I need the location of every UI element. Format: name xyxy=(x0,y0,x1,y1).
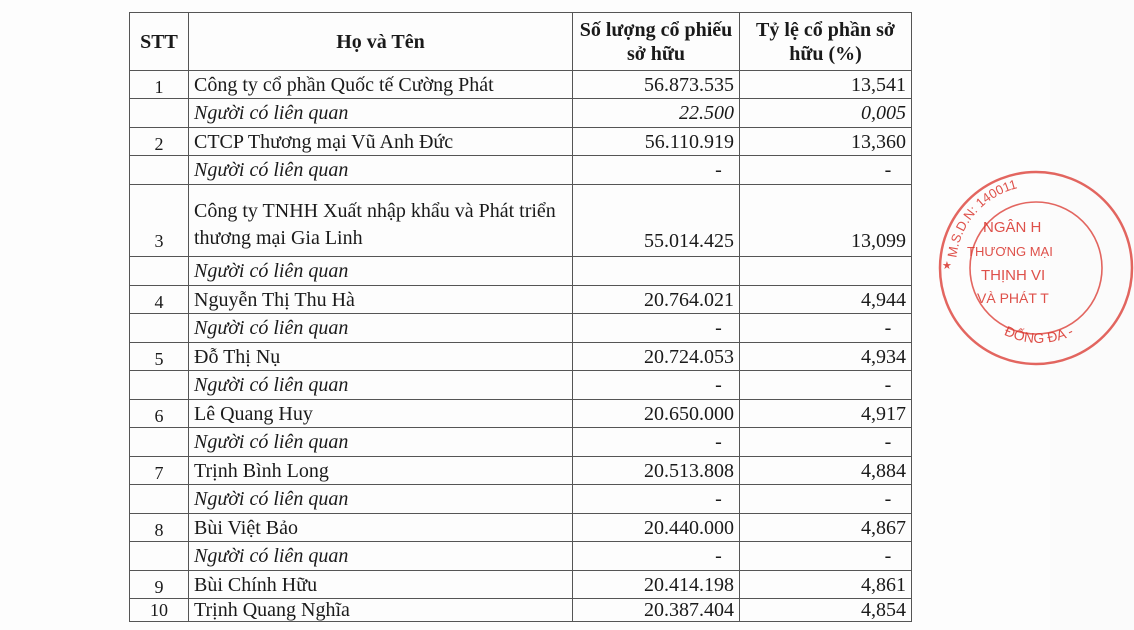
cell-stt xyxy=(130,99,189,128)
cell-ratio: 4,861 xyxy=(740,571,912,599)
header-shares: Số lượng cổ phiếu sở hữu xyxy=(573,13,740,71)
cell-stt: 5 xyxy=(130,343,189,371)
cell-shares: - xyxy=(573,156,740,185)
cell-shares: - xyxy=(573,314,740,343)
cell-shares: 20.440.000 xyxy=(573,514,740,542)
cell-shares: - xyxy=(573,371,740,400)
cell-ratio: - xyxy=(740,542,912,571)
table-row-related xyxy=(130,428,912,457)
cell-name: Người có liên quan xyxy=(189,156,573,185)
cell-ratio: 0,005 xyxy=(740,99,912,128)
cell-stt: 3 xyxy=(130,185,189,257)
table-row-related xyxy=(130,314,912,343)
cell-name: Trịnh Quang Nghĩa xyxy=(189,599,573,622)
cell-ratio: 4,867 xyxy=(740,514,912,542)
seal-line-2: THƯƠNG MẠI xyxy=(967,244,1053,259)
table-row xyxy=(130,514,912,542)
seal-line-4: VÀ PHÁT T xyxy=(977,290,1049,306)
cell-name: Bùi Việt Bảo xyxy=(189,514,573,542)
table-row xyxy=(130,71,912,99)
seal-ring-textpath: M.S.D.N: 140011 xyxy=(944,176,1019,259)
cell-stt: 1 xyxy=(130,71,189,99)
cell-ratio: 4,917 xyxy=(740,400,912,428)
cell-name: Người có liên quan xyxy=(189,428,573,457)
cell-ratio: 4,884 xyxy=(740,457,912,485)
cell-ratio: 13,360 xyxy=(740,128,912,156)
company-seal-clip xyxy=(930,160,1076,370)
cell-ratio: 13,099 xyxy=(740,185,912,257)
cell-name: Người có liên quan xyxy=(189,371,573,400)
cell-shares: - xyxy=(573,485,740,514)
cell-ratio: - xyxy=(740,485,912,514)
seal-bottom-textpath: ĐỐNG ĐA - xyxy=(1002,322,1076,346)
shareholder-table xyxy=(129,12,912,622)
cell-shares: - xyxy=(573,542,740,571)
header-name: Họ và Tên xyxy=(189,13,573,71)
cell-stt: 4 xyxy=(130,286,189,314)
cell-name: Người có liên quan xyxy=(189,99,573,128)
table-row-related xyxy=(130,257,912,286)
seal-star-icon: ★ xyxy=(942,260,952,272)
cell-shares: 56.873.535 xyxy=(573,71,740,99)
cell-ratio: - xyxy=(740,156,912,185)
cell-name: Công ty TNHH Xuất nhập khẩu và Phát triển thương mại Gia Linh xyxy=(189,185,573,257)
table-row-related xyxy=(130,485,912,514)
cell-stt: 2 xyxy=(130,128,189,156)
cell-stt: 10 xyxy=(130,599,189,622)
cell-ratio: 4,944 xyxy=(740,286,912,314)
cell-name: Người có liên quan xyxy=(189,542,573,571)
cell-shares: 20.724.053 xyxy=(573,343,740,371)
cell-stt xyxy=(130,371,189,400)
cell-stt xyxy=(130,542,189,571)
cell-shares: 20.513.808 xyxy=(573,457,740,485)
cell-shares: 22.500 xyxy=(573,99,740,128)
table-row-related xyxy=(130,99,912,128)
cell-ratio: - xyxy=(740,428,912,457)
cell-name: Người có liên quan xyxy=(189,314,573,343)
cell-shares: 56.110.919 xyxy=(573,128,740,156)
table-row xyxy=(130,571,912,599)
seal-bottom-text xyxy=(1002,323,1075,346)
cell-ratio: 13,541 xyxy=(740,71,912,99)
table-row xyxy=(130,599,912,622)
cell-name: CTCP Thương mại Vũ Anh Đức xyxy=(189,128,573,156)
table-row-related xyxy=(130,371,912,400)
cell-stt xyxy=(130,314,189,343)
cell-stt: 7 xyxy=(130,457,189,485)
cell-stt: 8 xyxy=(130,514,189,542)
cell-ratio: 4,854 xyxy=(740,599,912,622)
table-row xyxy=(130,400,912,428)
cell-stt xyxy=(130,156,189,185)
table-row xyxy=(130,286,912,314)
table-row xyxy=(130,457,912,485)
cell-name: Lê Quang Huy xyxy=(189,400,573,428)
cell-stt xyxy=(130,257,189,286)
cell-name: Người có liên quan xyxy=(189,485,573,514)
table-row xyxy=(130,185,912,257)
cell-ratio: - xyxy=(740,371,912,400)
cell-stt: 9 xyxy=(130,571,189,599)
company-seal xyxy=(934,168,1134,378)
cell-shares xyxy=(573,257,740,286)
cell-stt xyxy=(130,428,189,457)
cell-shares: 20.650.000 xyxy=(573,400,740,428)
cell-shares: 20.764.021 xyxy=(573,286,740,314)
cell-name: Nguyễn Thị Thu Hà xyxy=(189,286,573,314)
cell-shares: 20.387.404 xyxy=(573,599,740,622)
cell-name: Đỗ Thị Nụ xyxy=(189,343,573,371)
table-row-related xyxy=(130,542,912,571)
table-header-row xyxy=(130,13,912,71)
cell-name: Bùi Chính Hữu xyxy=(189,571,573,599)
cell-shares: 20.414.198 xyxy=(573,571,740,599)
seal-line-3: THỊNH VI xyxy=(981,267,1046,284)
table-row-related xyxy=(130,156,912,185)
cell-ratio: - xyxy=(740,314,912,343)
table-row xyxy=(130,128,912,156)
seal-line-1: NGÂN H xyxy=(983,219,1042,236)
cell-ratio: 4,934 xyxy=(740,343,912,371)
header-ratio: Tỷ lệ cổ phần sở hữu (%) xyxy=(740,13,912,71)
cell-ratio xyxy=(740,257,912,286)
cell-shares: - xyxy=(573,428,740,457)
cell-name: Trịnh Bình Long xyxy=(189,457,573,485)
cell-name: Công ty cổ phần Quốc tế Cường Phát xyxy=(189,71,573,99)
cell-shares: 55.014.425 xyxy=(573,185,740,257)
header-stt: STT xyxy=(130,13,189,71)
cell-name: Người có liên quan xyxy=(189,257,573,286)
cell-stt: 6 xyxy=(130,400,189,428)
table-row xyxy=(130,343,912,371)
cell-stt xyxy=(130,485,189,514)
